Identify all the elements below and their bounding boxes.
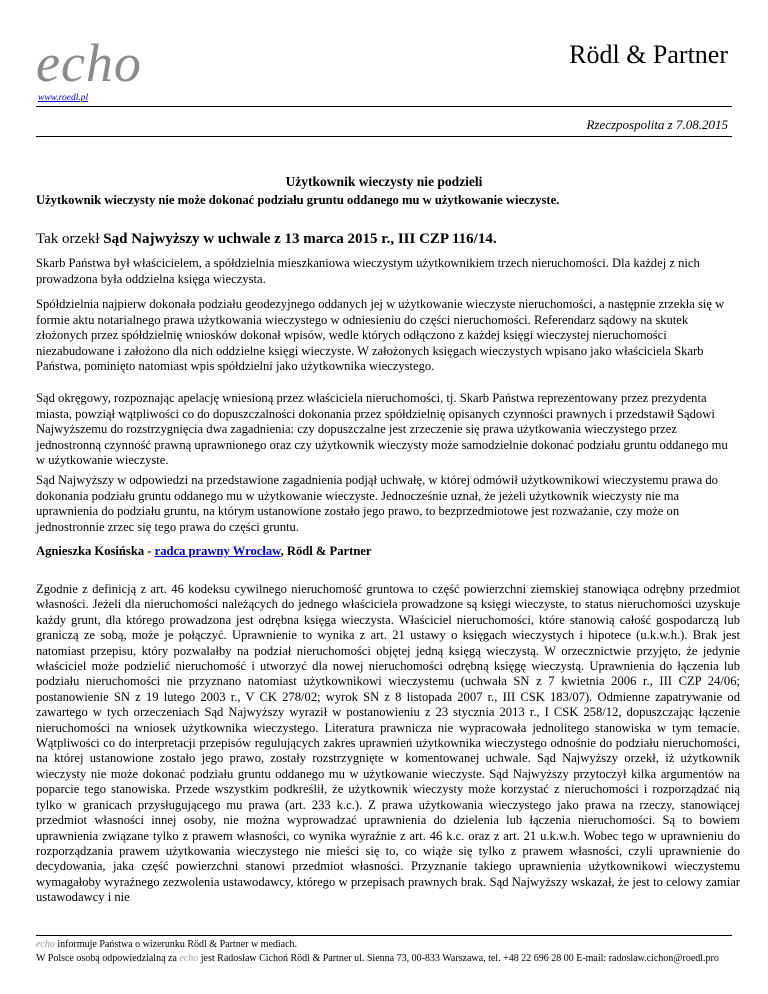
paragraph-3: Sąd okręgowy, rozpoznając apelację wniesioną przez właściciela nieruchomości, tj. Skarb Państwa reprezentowany przez prezydenta miasta, powziął wątpliwości co do dopuszczalności dokonania przez spółdzielnię opisanych czynności prawnych i przedstawił Sądowi Najwyższemu do rozstrzygnięcia dwa zagadnienia: czy dopuszczalne jest zrzeczenie się prawa użytkowania wieczystego przez jednostronną czynność prawną uprawnionego oraz czy użytkownik wieczysty może samodzielnie dokonać podziału gruntu oddanego mu w użytkowanie wieczyste.	[36, 391, 728, 468]
footer-divider	[36, 935, 732, 936]
footer-line-2-start: W Polsce osobą odpowiedzialną za	[36, 953, 180, 964]
decision-reference: Sąd Najwyższy w uchwale z 13 marca 2015 r., III CZP 116/14.	[103, 231, 497, 247]
article-lead: Użytkownik wieczysty nie może dokonać podziału gruntu oddanego mu w użytkowanie wieczyste.	[36, 193, 560, 207]
website-link[interactable]: www.roedl.pl	[38, 93, 89, 103]
header-divider-bottom	[36, 136, 732, 137]
footer-line-1-text: informuje Państwa o wizerunku Rödl & Partner w mediach.	[54, 939, 298, 950]
author-line	[36, 544, 372, 559]
decision-line	[36, 231, 497, 248]
source-citation: Rzeczpospolita z 7.08.2015	[586, 117, 728, 132]
footer-echo-mark: echo	[36, 939, 55, 950]
brand-name: Rödl & Partner	[569, 40, 728, 69]
paragraph-4: Sąd Najwyższy w odpowiedzi na przedstawione zagadnienia podjął uchwałę, w której odmówił użytkownikowi wieczystemu prawa do dokonania podziału gruntu oddanego mu w użytkowanie wieczyste. Jednocześnie uznał, że jeżeli użytkownik wieczysty nie ma uprawnienia do podziału gruntu, na którym ustanowione zostało jego prawo, to bezprzedmiotowe jest rozważanie, czy może on jednostronnie zrzec się tego prawa do części gruntu.	[36, 473, 718, 534]
echo-logo: echo	[36, 33, 142, 93]
footer-line-2-text: jest Radosław Cichoń Rödl & Partner ul. Sienna 73, 00-833 Warszawa, tel. +48 22 696 28 00 E-mail: radoslaw.cichon@roedl.pro	[198, 953, 719, 964]
header-divider	[36, 106, 732, 107]
commentary-text: Zgodnie z definicją z art. 46 kodeksu cywilnego nieruchomość gruntowa to część powierzchni ziemskiej stanowiąca odrębny przedmiot własności. Jeżeli dla nieruchomości należących do jednego właściciela prowadzone są księgi wieczyste, to status nieruchomości uzyskuje każdy grunt, dla którego prowadzona jest odrębna księga wieczysta. Właściciel nieruchomości, które stanowią całość gospodarczą lub graniczą ze sobą, może je połączyć. Uprawnienie to wynika z art. 21 ustawy o księgach wieczystych i hipotece (u.k.w.h.). Brak jest natomiast przepisu, który pozwalałby na podział nieruchomości objętej jedną księgą wieczystą. W orzecznictwie przyjęto, że jedynie właściciel może podzielić nieruchomość i utworzyć dla nowej nieruchomości odrębną księgę wieczystą. Uprawnienia do łączenia lub podziału nieruchomości nie przyznano natomiast użytkownikowi wieczystemu (uchwała SN z 7 kwietnia 2006 r., III CZP 24/06; postanowienie SN z 19 lutego 2003 r., V CK 278/02; wyrok SN z 8 listopada 2007 r., III CSK 183/07). Odmienne zapatrywanie od zawartego w tych orzeczeniach Sąd Najwyższy wyraził w postanowieniu z 23 stycznia 2013 r., I CSK 258/12, dopuszczając łączenie nieruchomości na wniosek użytkownika wieczystego. Literatura prawnicza nie wypracowała jednolitego stanowiska w tym temacie. Wątpliwości co do interpretacji przepisów regulujących zakres uprawnień użytkownika wieczystego odnośnie do podziału nieruchomości, na której ustanowione zostało jego prawo, zostały rozstrzygnięte w komentowanej uchwale. Sąd Najwyższy orzekł, iż użytkownik wieczysty nie może dokonać podziału gruntu oddanego mu w użytkowanie wieczyste. Sąd Najwyższy przytoczył kilka argumentów na poparcie tego stanowiska. Przede wszystkim podkreślił, że użytkownik wieczysty może korzystać z nieruchomości i rozporządzać nią tylko w granicach przysługującego mu prawa (art. 233 k.c.). Z prawa użytkowania wieczystego jako prawa na rzeczy, stanowiącej przedmiot własności innej osoby, nie można wyprowadzać uprawnienia do dzielenia lub łączenia nieruchomości. Są to bowiem uprawnienia związane tylko z prawem własności, co wynika wyraźnie z art. 46 k.c. oraz z art. 21 u.k.w.h. Wobec tego w uprawnieniu do rozporządzania prawem użytkowania wieczystego nie mieści się to, co wiąże się tylko z prawem własności, czyli uprawnienie do decydowania, jaka część powierzchni stanowi przedmiot własności. Przyznanie takiego uprawnienia użytkownikowi wieczystemu wymagałoby wyraźnego zezwolenia ustawodawcy, którego w przepisach prawnych brak. Sąd Najwyższy wskazał, że jest to celowy zamiar ustawodawcy i nie	[36, 582, 740, 905]
article-title: Użytkownik wieczysty nie podzieli	[285, 174, 483, 189]
footer-line-1	[36, 938, 719, 952]
decision-intro: Tak orzekł	[36, 231, 104, 247]
author-name: Agnieszka Kosińska -	[36, 544, 155, 558]
footer-line-2	[36, 952, 719, 966]
paragraph-1: Skarb Państwa był właścicielem, a spółdzielnia mieszkaniowa wieczystym użytkownikiem trzech nieruchomości. Dla każdej z nich prowadzona była oddzielna księga wieczysta.	[36, 256, 700, 286]
author-firm: , Rödl & Partner	[280, 544, 372, 558]
paragraph-2: Spółdzielnia najpierw dokonała podziału geodezyjnego oddanych jej w użytkowanie wieczyste nieruchomości, a następnie zrzekła się w formie aktu notarialnego prawa użytkowania wieczystego w odniesieniu do części nieruchomości. Referendarz sądowy na skutek złożonych przez spółdzielnię wniosków dokonał wpisów, wedle których odłączono z każdej księgi wieczystej nieruchomości niezabudowane i założono dla nich oddzielne księgi wieczyste. W założonych księgach wieczystych wpisano jako właściciela Skarb Państwa, pominięto natomiast wpis spółdzielni jako użytkownika wieczystego.	[36, 297, 725, 374]
author-link[interactable]: radca prawny Wrocław	[154, 544, 281, 558]
footer-echo-mark-2: echo	[179, 953, 199, 964]
footer	[36, 938, 719, 966]
